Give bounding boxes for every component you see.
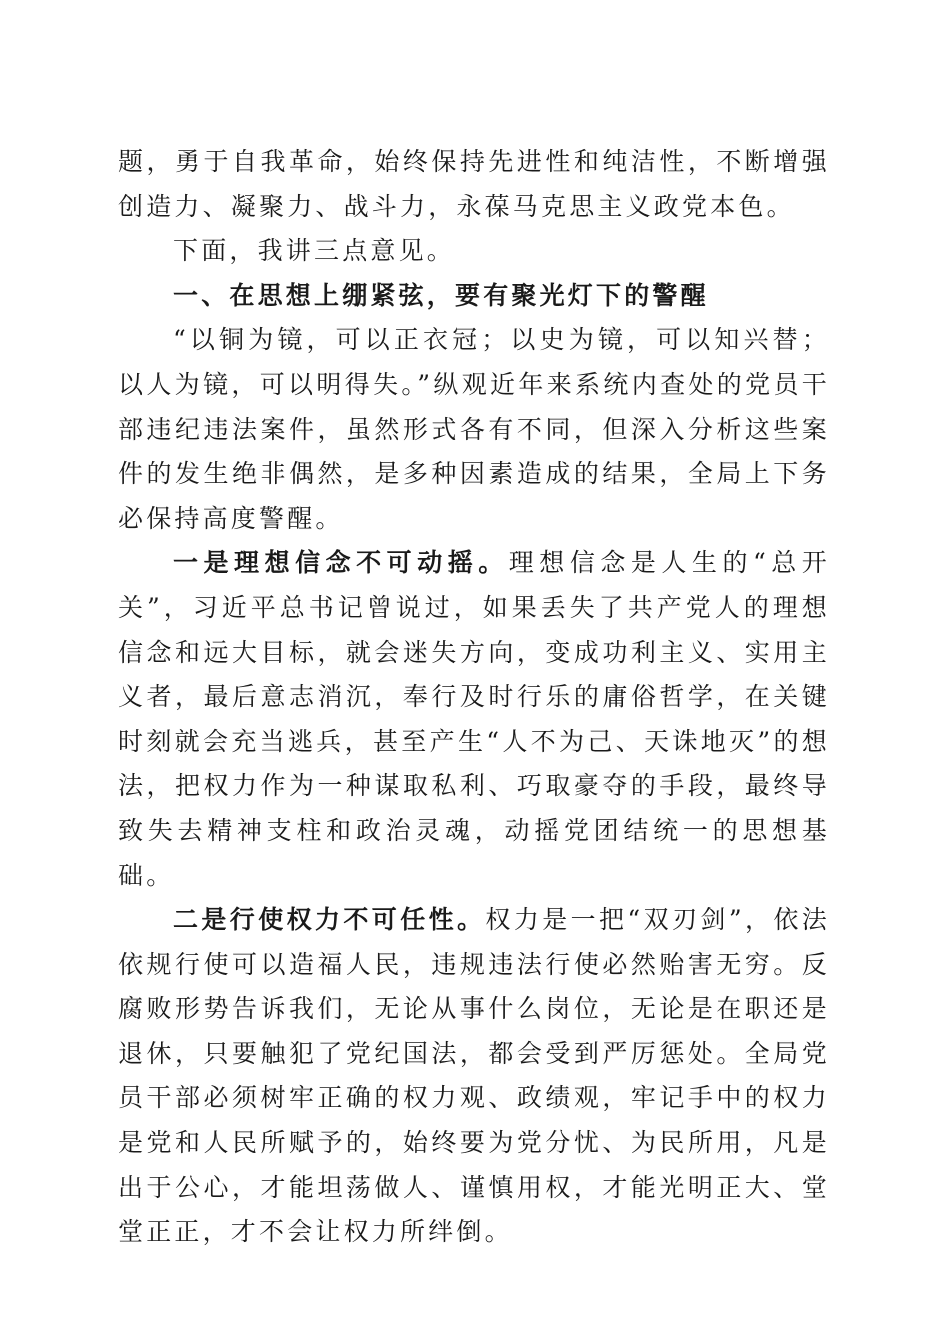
paragraph-quote: “以铜为镜，可以正衣冠；以史为镜，可以知兴替；以人为镜，可以明得失。”纵观近年来系统内查处的党员干部违纪违法案件，虽然形式各有不同，但深入分析这些案件的发生绝非偶然，是多种因素造成的结果，全局上下务必保持高度警醒。 bbox=[118, 325, 830, 533]
point-two-lead: 二是行使权力不可任性。 bbox=[173, 905, 486, 935]
point-one-lead: 一是理想信念不可动摇。 bbox=[173, 548, 509, 578]
paragraph-intro: 下面，我讲三点意见。 bbox=[173, 236, 456, 266]
paragraph-continuation: 题，勇于自我革命，始终保持先进性和纯洁性，不断增强创造力、凝聚力、战斗力，永葆马克思主义政党本色。 bbox=[118, 147, 830, 221]
section-heading: 一、在思想上绷紧弦，要有聚光灯下的警醒 bbox=[173, 280, 709, 310]
document-body bbox=[118, 140, 830, 1255]
paragraph-point-two bbox=[118, 898, 830, 1255]
paragraph-point-one bbox=[118, 541, 830, 898]
point-two-text: 权力是一把“双刃剑”，依法依规行使可以造福人民，违规违法行使必然贻害无穷。反腐败形势告诉我们，无论从事什么岗位，无论是在职还是退休，只要触犯了党纪国法，都会受到严厉惩处。全局党员干部必须树牢正确的权力观、政绩观，牢记手中的权力是党和人民所赋予的，始终要为党分忧、为民所用，凡是出于公心，才能坦荡做人、谨慎用权，才能光明正大、堂堂正正，才不会让权力所绊倒。 bbox=[118, 905, 830, 1247]
point-one-text: 理想信念是人生的“总开关”，习近平总书记曾说过，如果丢失了共产党人的理想信念和远大目标，就会迷失方向，变成功利主义、实用主义者，最后意志消沉，奉行及时行乐的庸俗哲学，在关键时刻就会充当逃兵，甚至产生“人不为己、天诛地灭”的想法，把权力作为一种谋取私利、巧取豪夺的手段，最终导致失去精神支柱和政治灵魂，动摇党团结统一的思想基础。 bbox=[118, 548, 831, 890]
